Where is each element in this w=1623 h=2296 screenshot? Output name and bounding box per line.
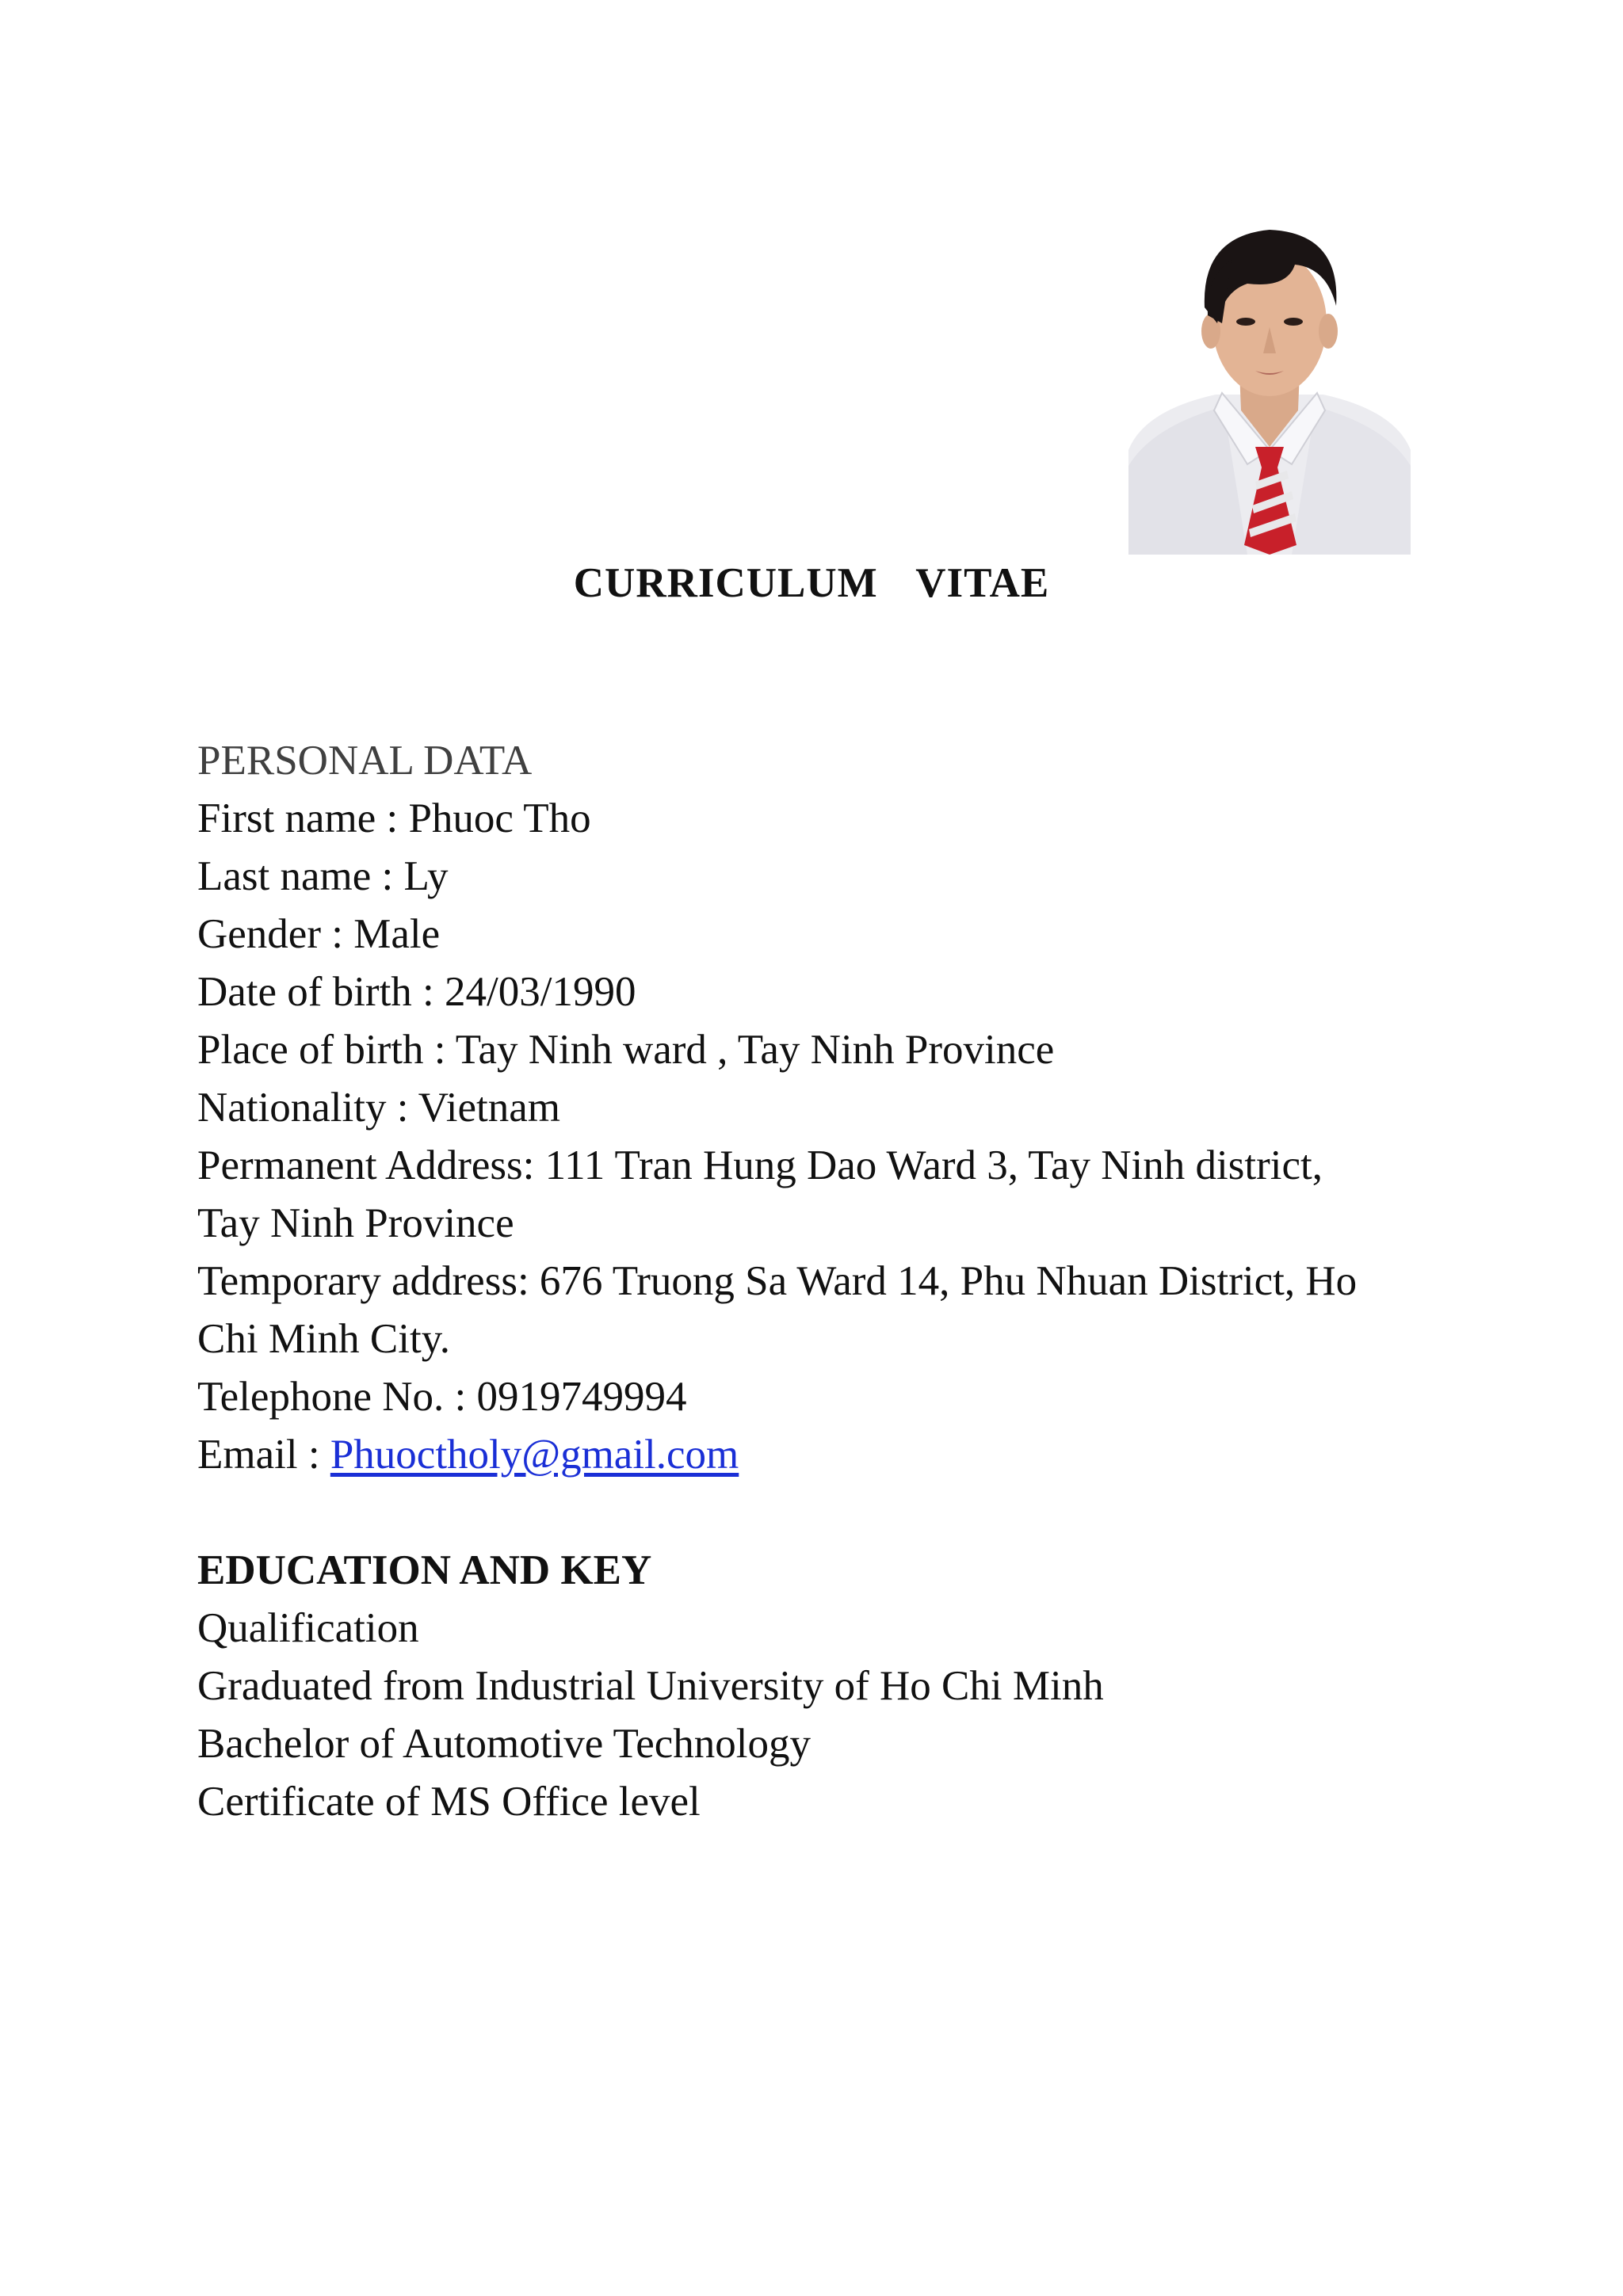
- education-item: Graduated from Industrial University of Ho Chi Minh: [197, 1663, 1104, 1709]
- email-row: [197, 1426, 1434, 1484]
- education-item: Bachelor of Automotive Technology: [197, 1721, 811, 1767]
- gender: Gender : Male: [197, 911, 441, 957]
- email-label: Email :: [197, 1432, 330, 1478]
- telephone: Telephone No. : 0919749994: [197, 1374, 687, 1420]
- document-title: CURRICULUM VITAE: [573, 560, 1050, 606]
- permanent-address-line-1: Permanent Address: 111 Tran Hung Dao Ward 3, Tay Ninh district,: [197, 1142, 1323, 1188]
- place-of-birth: Place of birth : Tay Ninh ward , Tay Ninh Province: [197, 1027, 1055, 1073]
- education-item: Qualification: [197, 1605, 419, 1651]
- nationality: Nationality : Vietnam: [197, 1085, 561, 1131]
- first-name: First name : Phuoc Tho: [197, 795, 591, 841]
- portrait-photo: [1128, 212, 1411, 555]
- personal-data-heading: PERSONAL DATA: [197, 738, 533, 784]
- education-item: Certificate of MS Office level: [197, 1779, 701, 1825]
- permanent-address-line-2: Tay Ninh Province: [197, 1200, 514, 1246]
- section-spacer: [197, 1484, 1434, 1542]
- date-of-birth: Date of birth : 24/03/1990: [197, 969, 636, 1015]
- email-link[interactable]: Phuoctholy@gmail.com: [330, 1432, 739, 1478]
- education-heading: EDUCATION AND KEY: [197, 1547, 652, 1593]
- last-name: Last name : Ly: [197, 853, 449, 899]
- cv-content: [197, 732, 1434, 1831]
- temporary-address-line-1: Temporary address: 676 Truong Sa Ward 14, Phu Nhuan District, Ho: [197, 1258, 1358, 1304]
- temporary-address-line-2: Chi Minh City.: [197, 1316, 451, 1362]
